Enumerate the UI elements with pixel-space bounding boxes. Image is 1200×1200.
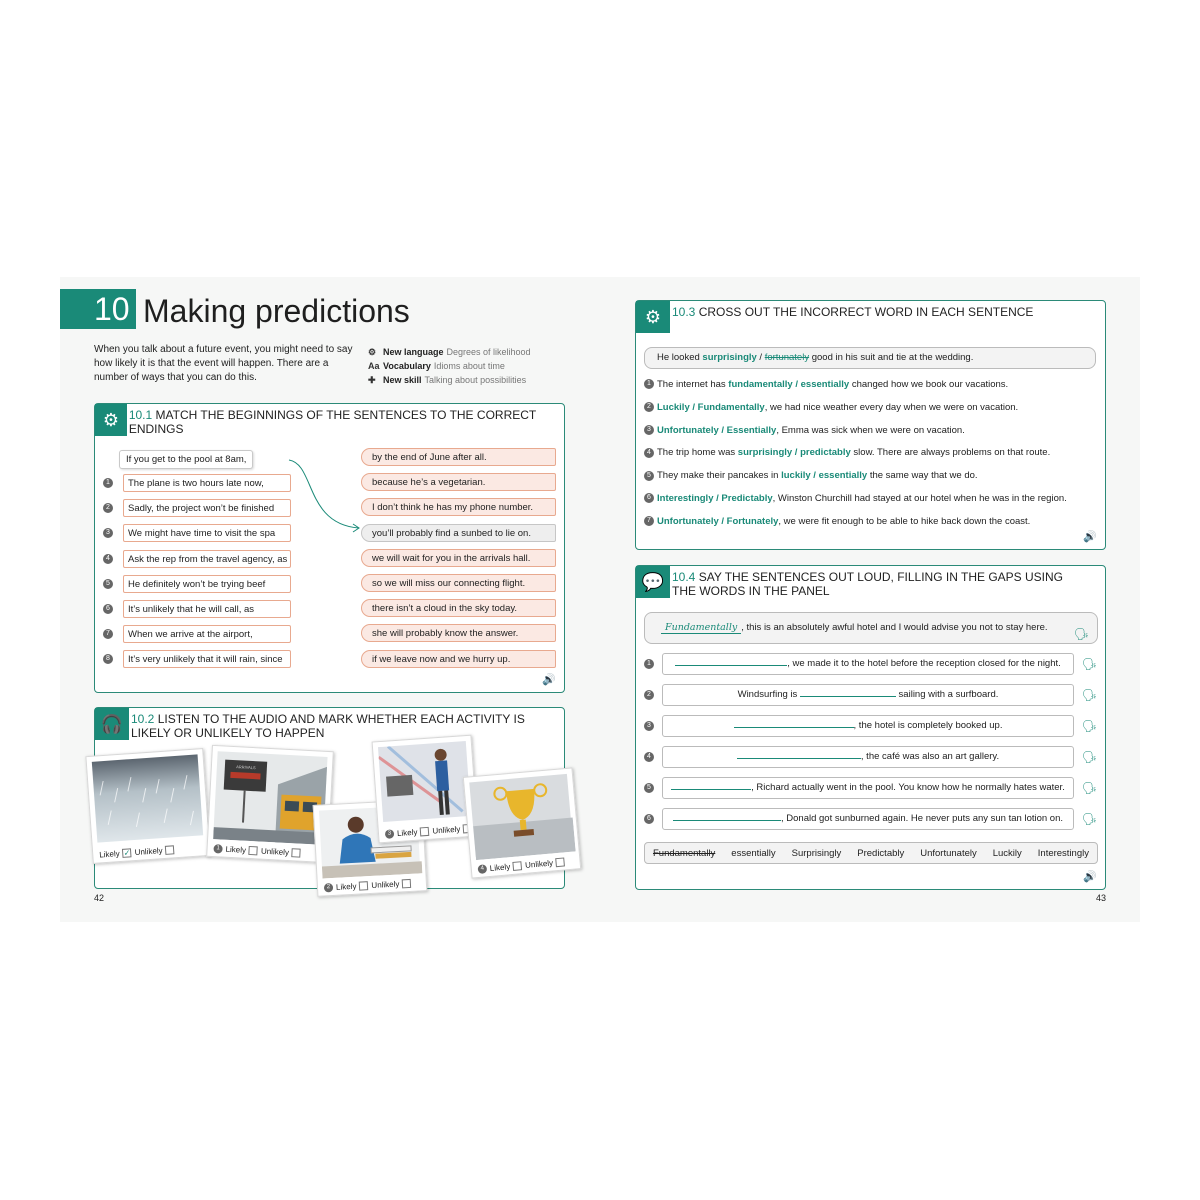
word-option-b[interactable]: predictably [800, 447, 851, 459]
sentence-ending[interactable]: you’ll probably find a sunbed to lie on. [361, 524, 556, 542]
likely-checkbox[interactable] [420, 827, 430, 837]
exercise-number: 10.4 [672, 570, 696, 584]
item-number: 3 [644, 721, 654, 731]
likely-label: Likely [98, 849, 121, 860]
meta-label: Vocabulary [383, 361, 431, 371]
exercise-10-3 [635, 300, 1106, 550]
gears-icon: ⚙ [95, 404, 127, 436]
word-option-b[interactable]: essentially [800, 379, 850, 390]
item-number: 4 [644, 752, 654, 762]
item-number: 2 [103, 503, 113, 513]
meta-new-language [368, 345, 531, 359]
sentence-beginning[interactable]: Ask the rep from the travel agency, as [123, 550, 291, 568]
panel-word: Fundamentally [652, 847, 716, 859]
word-option-b[interactable]: essentially [818, 470, 868, 482]
item-number: 7 [103, 629, 113, 639]
speak-icon: 🗣 [1081, 719, 1097, 733]
left-page [60, 277, 600, 922]
item-number: 2 [644, 402, 654, 412]
item-number: 4 [644, 448, 654, 458]
scene-trophy [463, 767, 581, 878]
gap-blank[interactable] [734, 718, 854, 728]
word-option-a[interactable]: Interestingly [657, 493, 714, 504]
item-number: 3 [644, 425, 654, 435]
word-option-a[interactable]: fundamentally [728, 379, 793, 390]
sentence-beginning[interactable]: It’s unlikely that he will call, as [123, 600, 291, 618]
gap-blank[interactable] [673, 811, 781, 821]
sentence-ending[interactable]: so we will miss our connecting flight. [361, 574, 556, 592]
word-option-a[interactable]: surprisingly [737, 447, 793, 459]
exercise-instruction: CROSS OUT THE INCORRECT WORD IN EACH SENTENCE [698, 305, 1034, 319]
speak-icon: 🗣 [1081, 781, 1097, 795]
train-illustration [213, 751, 327, 842]
cross-out-sentence: 5 They make their pancakes in luckily / essentially the same way that we do. [644, 469, 1094, 483]
panel-word: Luckily [992, 847, 1022, 859]
scene-number: 1 [213, 844, 222, 853]
gap-sentence: , Richard actually went in the pool. You know how he normally hates water. [662, 777, 1074, 799]
meta-value: Idioms about time [433, 361, 505, 371]
unlikely-label: Unlikely [134, 846, 163, 858]
audio-speaker-icon[interactable]: 🔊 [1083, 531, 1097, 543]
word-option-a[interactable]: luckily [781, 470, 811, 482]
sentence-ending[interactable]: by the end of June after all. [361, 448, 556, 466]
likely-checkbox[interactable] [513, 861, 523, 871]
item-number: 1 [644, 379, 654, 389]
puzzle-icon: ✚ [368, 375, 376, 385]
gap-sentence: , the café was also an art gallery. [662, 746, 1074, 768]
letters-icon: Aa [368, 361, 380, 371]
audio-speaker-icon[interactable]: 🔊 [542, 674, 556, 686]
likely-label: Likely [396, 827, 418, 839]
sentence-beginning[interactable]: Sadly, the project won’t be finished [123, 499, 291, 517]
word-option-b[interactable]: Fundamentally [697, 401, 765, 413]
cross-out-sentence: 1 The internet has fundamentally / essentially changed how we book our vacations. [644, 378, 1094, 392]
sentence-beginning[interactable]: He definitely won’t be trying beef [123, 575, 291, 593]
item-number: 6 [644, 814, 654, 824]
scene-number: 2 [324, 883, 333, 892]
sentence-beginning[interactable]: The plane is two hours late now, [123, 474, 291, 492]
gears-icon: ⚙ [636, 301, 670, 333]
exercise-instruction: SAY THE SENTENCES OUT LOUD, FILLING IN THE GAPS USING THE WORDS IN THE PANEL [672, 570, 1064, 598]
likely-checkbox[interactable] [249, 846, 258, 855]
meta-new-skill [368, 373, 531, 387]
sentence-ending[interactable]: there isn’t a cloud in the sky today. [361, 599, 556, 617]
sentence-ending[interactable]: she will probably know the answer. [361, 624, 556, 642]
exercise-instruction: MATCH THE BEGINNINGS OF THE SENTENCES TO THE CORRECT ENDINGS [128, 408, 537, 436]
match-arrow [285, 454, 365, 534]
gap-sentence: , we made it to the hotel before the reception closed for the night. [662, 653, 1074, 675]
example-sentence: He looked surprisingly / fortunately good in his suit and tie at the wedding. [644, 347, 1096, 369]
item-number: 3 [103, 528, 113, 538]
sentence-beginning[interactable]: We might have time to visit the spa [123, 524, 291, 542]
gap-sentence: , the hotel is completely booked up. [662, 715, 1074, 737]
gap-sentence: Windsurfing is sailing with a surfboard. [662, 684, 1074, 706]
unit-meta [368, 345, 531, 387]
exercise-number: 10.3 [672, 305, 696, 319]
unlikely-label: Unlikely [260, 846, 290, 858]
handwritten-answer: Fundamentally [661, 622, 741, 634]
rain-illustration [92, 754, 203, 842]
panel-word: Predictably [857, 847, 905, 859]
gap-blank[interactable] [675, 656, 787, 666]
item-number: 1 [644, 659, 654, 669]
right-page [600, 277, 1140, 922]
item-number: 5 [103, 579, 113, 589]
presenter-illustration [378, 741, 471, 822]
speak-icon: 🗣 [1081, 657, 1097, 671]
scene-presenter [372, 735, 479, 844]
scene-number: 4 [477, 864, 487, 874]
headphones-icon: 🎧 [95, 708, 129, 740]
gap-blank[interactable] [671, 780, 751, 790]
gap-sentence: , Donald got sunburned again. He never puts any sun tan lotion on. [662, 808, 1074, 830]
cross-out-sentence: 6 Interestingly / Predictably, Winston Churchill had stayed at our hotel when he was in the region. [644, 492, 1094, 506]
speak-icon: 🗣 [1081, 812, 1097, 826]
exercise-number: 10.2 [131, 712, 155, 726]
likely-checkbox[interactable] [122, 848, 132, 858]
scene-number: 3 [385, 829, 395, 839]
item-number: 6 [644, 493, 654, 503]
item-number: 5 [644, 783, 654, 793]
word-panel [644, 842, 1098, 864]
unlikely-label: Unlikely [524, 858, 554, 870]
start-sentence: If you get to the pool at 8am, [119, 450, 253, 469]
meta-label: New language [383, 347, 444, 357]
likely-checkbox[interactable] [359, 881, 368, 890]
word-option-b[interactable]: Predictably [721, 493, 773, 504]
panel-word: Unfortunately [920, 847, 977, 859]
meta-vocabulary [368, 359, 531, 373]
meta-value: Degrees of likelihood [446, 347, 531, 357]
unlikely-checkbox[interactable] [165, 845, 175, 855]
unlikely-checkbox[interactable] [556, 857, 566, 867]
correct-word: surprisingly [702, 352, 757, 363]
gears-icon: ⚙ [368, 347, 377, 357]
gap-blank[interactable] [737, 749, 861, 759]
sentence-ending[interactable]: I don’t think he has my phone number. [361, 498, 556, 516]
unlikely-checkbox[interactable] [292, 848, 301, 857]
item-number: 7 [644, 516, 654, 526]
exercise-instruction: LISTEN TO THE AUDIO AND MARK WHETHER EACH ACTIVITY IS LIKELY OR UNLIKELY TO HAPPEN [131, 712, 525, 740]
book-spread [60, 277, 1140, 922]
unit-title: Making predictions [143, 293, 410, 329]
item-number: 8 [103, 654, 113, 664]
likely-label: Likely [335, 881, 357, 892]
check-mark: ✓ [123, 848, 131, 858]
intro-text: When you talk about a future event, you might need to say how likely it is that the event will happen. There are a number of ways that you can do this. [94, 344, 353, 383]
sentence-ending[interactable]: we will wait for you in the arrivals hall. [361, 549, 556, 567]
item-number: 2 [644, 690, 654, 700]
word-option-a[interactable]: Unfortunately [657, 515, 719, 527]
meta-label: New skill [383, 375, 422, 385]
panel-word: Interestingly [1037, 847, 1089, 859]
item-number: 6 [103, 604, 113, 614]
exercise-number: 10.1 [128, 408, 153, 422]
exercise-10-2 [94, 707, 565, 892]
item-number: 5 [644, 471, 654, 481]
trophy-illustration [469, 774, 573, 857]
speak-icon: 🗣 [1081, 688, 1097, 702]
gap-blank[interactable] [800, 687, 896, 697]
speak-icon: 🗣 [1081, 750, 1097, 764]
page-number-right: 43 [1096, 893, 1107, 903]
meta-value: Talking about possibilities [424, 375, 527, 385]
page-number-left: 42 [94, 893, 105, 903]
item-number: 4 [103, 554, 113, 564]
exercise-10-4 [635, 565, 1106, 890]
speak-icon: 🗣 [1073, 627, 1089, 641]
cross-out-sentence: 4 The trip home was surprisingly / predictably slow. There are always problems on that route. [644, 446, 1094, 460]
word-option-b[interactable]: Fortunately [726, 515, 779, 527]
unlikely-label: Unlikely [432, 824, 461, 836]
unlikely-checkbox[interactable] [402, 879, 411, 888]
arrivals-board-text: ARRIVALS [236, 764, 256, 771]
item-number: 1 [103, 478, 113, 488]
sentence-ending[interactable]: because he’s a vegetarian. [361, 473, 556, 491]
unlikely-label: Unlikely [371, 879, 400, 890]
exercise-10-1 [94, 403, 565, 693]
word-option-a[interactable]: Luckily [657, 401, 690, 413]
word-option-a[interactable]: Unfortunately [657, 424, 719, 436]
sentence-beginning[interactable]: When we arrive at the airport, [123, 625, 291, 643]
unit-number: 10 [60, 289, 136, 329]
sentence-beginning[interactable]: It’s very unlikely that it will rain, since [123, 650, 291, 668]
panel-word: Surprisingly [791, 847, 842, 859]
crossed-word: fortunately [764, 352, 810, 363]
cross-out-sentence: 3 Unfortunately / Essentially, Emma was sick when we were on vacation. [644, 424, 1094, 438]
example-gap-sentence: Fundamentally , this is an absolutely awful hotel and I would advise you not to stay here. 🗣 [644, 612, 1098, 644]
panel-word: essentially [731, 847, 776, 859]
cross-out-sentence: 7 Unfortunately / Fortunately, we were fit enough to be able to hike back down the coast. [644, 515, 1094, 529]
audio-speaker-icon[interactable]: 🔊 [1083, 871, 1097, 883]
scene-rain [85, 748, 210, 864]
word-option-b[interactable]: Essentially [726, 424, 777, 436]
speech-bubble-icon: 💬 [636, 566, 670, 598]
sentence-ending[interactable]: if we leave now and we hurry up. [361, 650, 556, 668]
likely-label: Likely [225, 844, 247, 855]
cross-out-sentence: 2 Luckily / Fundamentally, we had nice weather every day when we were on vacation. [644, 401, 1094, 415]
likely-label: Likely [489, 862, 511, 873]
